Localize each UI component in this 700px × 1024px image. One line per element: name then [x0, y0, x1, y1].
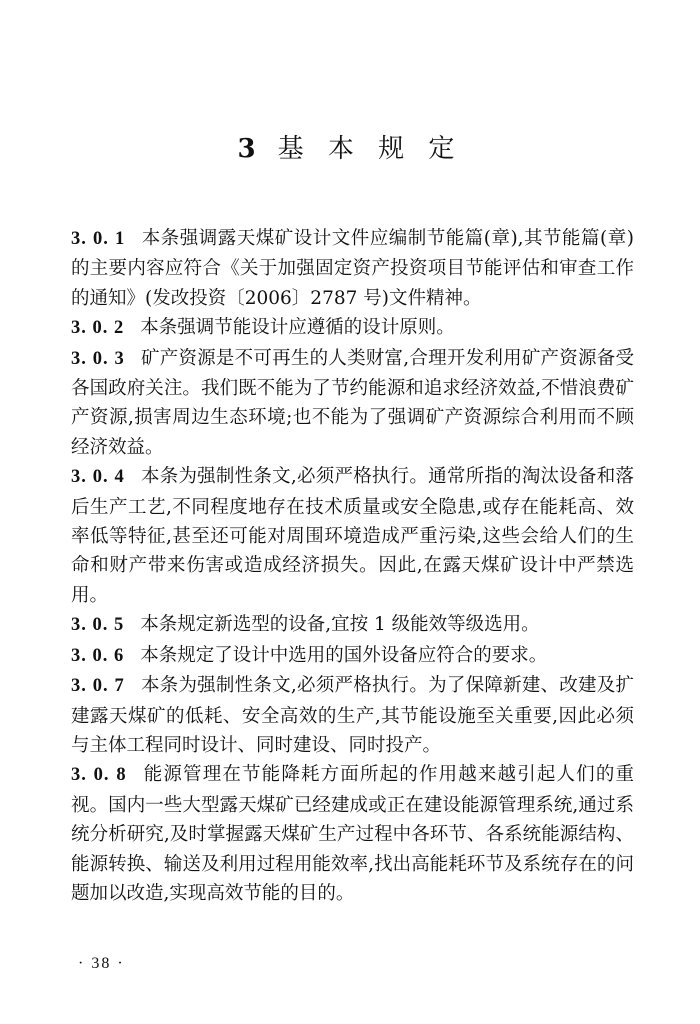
clause-number: 3. 0. 1 — [71, 229, 126, 249]
clause-3-0-2 — [71, 313, 634, 343]
clause-number: 3. 0. 8 — [71, 765, 127, 786]
chapter-heading — [0, 128, 700, 165]
clause-number: 3. 0. 4 — [71, 467, 125, 488]
clause-text: 本条规定了设计中选用的国外设备应符合的要求。 — [140, 644, 548, 666]
clause-list — [71, 224, 634, 908]
clause-text: 本条强调节能设计应遵循的设计原则。 — [140, 317, 455, 339]
clause-number: 3. 0. 7 — [71, 676, 125, 697]
clause-number: 3. 0. 2 — [71, 318, 125, 339]
clause-3-0-5 — [71, 610, 634, 640]
clause-3-0-7 — [71, 671, 634, 760]
clause-text: 本条规定新选型的设备,宜按 1 级能效等级选用。 — [140, 614, 540, 636]
clause-text: 能源管理在节能降耗方面所起的作用越来越引起人们的重视。国内一些大型露天煤矿已经建成或正在建设能源管理系统,通过系统分析研究,及时掌握露天煤矿生产过程中各环节、各系统能源结构、能源转换、输送及利用过程用能效率,找出高能耗环节及系统存在的问题加以改造,实现高效节能的目的。 — [71, 764, 635, 904]
chapter-number: 3 — [237, 134, 256, 164]
chapter-title: 基 本 规 定 — [277, 134, 463, 164]
clause-text: 矿产资源是不可再生的人类财富,合理开发利用矿产资源备受各国政府关注。我们既不能为了节约能源和追求经济效益,不惜浪费矿产资源,损害周边生态环境;也不能为了强调矿产资源综合利用而不顾经济效益。 — [71, 347, 635, 458]
clause-text: 本条强调露天煤矿设计文件应编制节能篇(章),其节能篇(章)的主要内容应符合《关于加强固定资产投资项目节能评估和审查工作的通知》(发改投资〔2006〕2787 号)文件精神。 — [71, 228, 634, 309]
page-number: · 38 · — [78, 955, 125, 972]
clause-text: 本条为强制性条文,必须严格执行。为了保障新建、改建及扩建露天煤矿的低耗、安全高效的生产,其节能设施至关重要,因此必须与主体工程同时设计、同时建设、同时投产。 — [71, 675, 635, 756]
clause-3-0-4 — [71, 462, 634, 610]
clause-text: 本条为强制性条文,必须严格执行。通常所指的淘汰设备和落后生产工艺,不同程度地存在技术质量或安全隐患,或存在能耗高、效率低等特征,甚至还可能对周围环境造成严重污染,这些会给人们的生命和财产带来伤害或造成经济损失。因此,在露天煤矿设计中严禁选用。 — [71, 466, 635, 606]
clause-number: 3. 0. 6 — [71, 645, 125, 666]
clause-3-0-6 — [71, 641, 634, 671]
clause-3-0-8 — [71, 760, 634, 908]
clause-3-0-3 — [71, 344, 634, 463]
clause-number: 3. 0. 3 — [71, 348, 125, 369]
clause-number: 3. 0. 5 — [71, 615, 125, 636]
clause-3-0-1 — [71, 224, 634, 313]
